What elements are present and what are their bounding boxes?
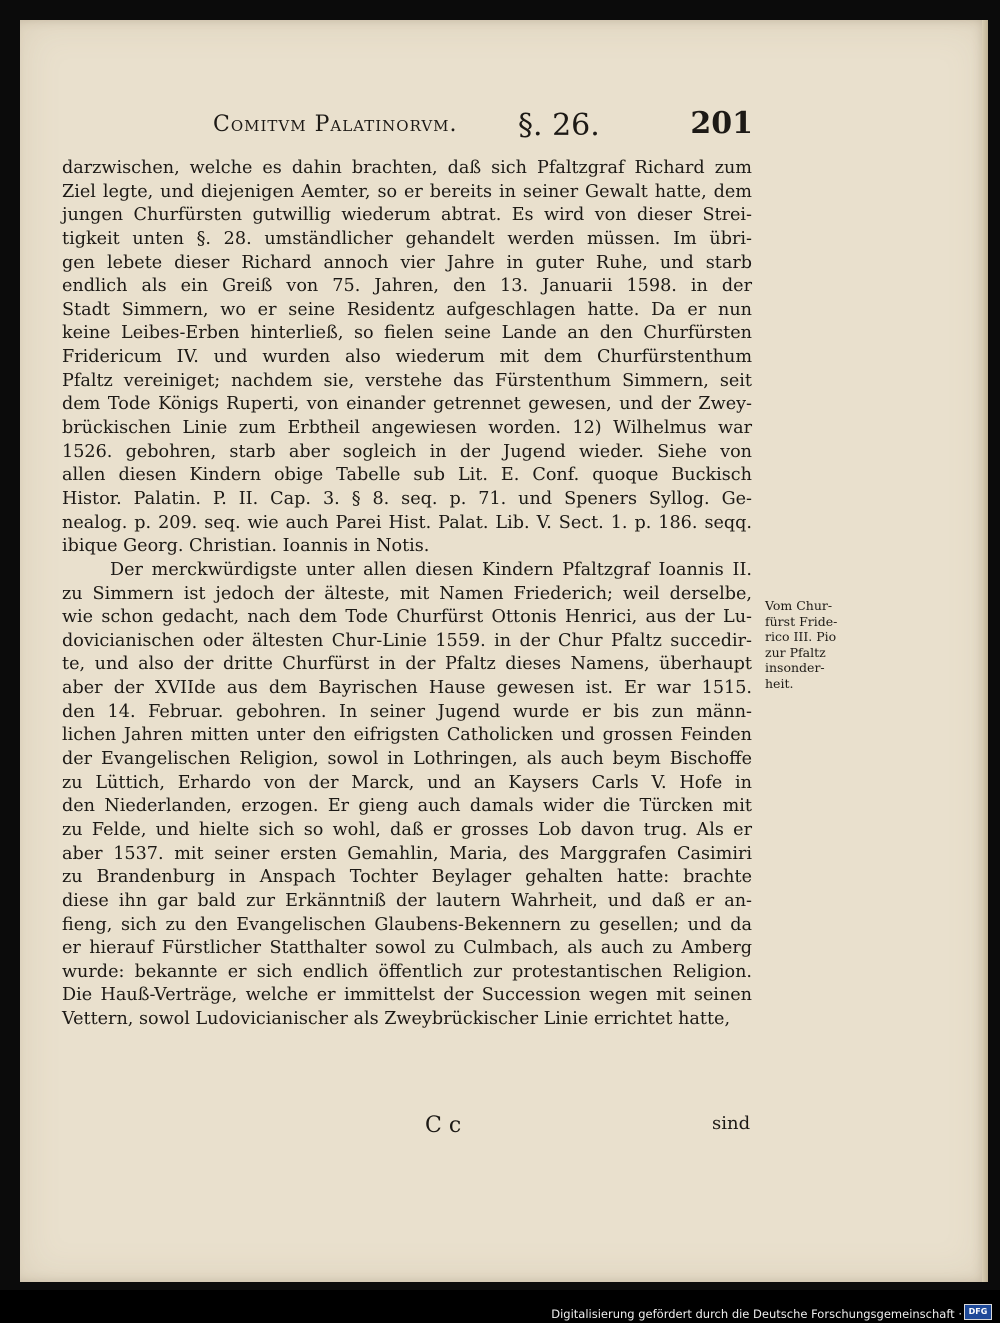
margin-note-line: heit.: [765, 675, 794, 691]
text-line: zu Simmern ist jedoch der älteste, mit Namen Friederich; weil derselbe,: [62, 583, 752, 604]
header-title: Comitvm Palatinorvm.: [213, 112, 458, 137]
attribution-text: Digitalisierung gefördert durch die Deutsche Forschungsgemeinschaft ·: [551, 1307, 962, 1321]
text-line: den Niederlanden, erzogen. Er gieng auch damals wider die Türcken mit: [62, 796, 752, 817]
text-line: aber der XVIIde aus dem Bayrischen Hause gewesen ist. Er war 1515.: [62, 678, 752, 699]
text-line: darzwischen, welche es dahin brachten, daß sich Pfaltzgraf Richard zum: [62, 158, 752, 178]
running-header: [213, 106, 753, 146]
text-line: tigkeit unten §. 28. umständlicher gehandelt werden müssen. Im übri-: [62, 228, 752, 249]
text-line: ibique Georg. Christian. Ioannis in Notis.: [62, 536, 430, 557]
margin-note-line: insonder-: [765, 660, 825, 675]
page-edge: [982, 20, 988, 1282]
text-line: gen lebete dieser Richard annoch vier Jahre in guter Ruhe, und starb: [62, 252, 752, 273]
text-line: er hierauf Fürstlicher Statthalter sowol zu Culmbach, als auch zu Amberg: [62, 938, 752, 959]
margin-note: [765, 598, 855, 691]
page-number: 201: [690, 106, 753, 141]
text-line: nealog. p. 209. seq. wie auch Parei Hist. Palat. Lib. V. Sect. 1. p. 186. seqq.: [62, 512, 752, 533]
text-line: zu Felde, und hielte sich so wohl, daß er grosses Lob davon trug. Als er: [62, 819, 752, 840]
text-line: zu Brandenburg in Anspach Tochter Beylager gehalten hatte: brachte: [62, 867, 752, 888]
signature-mark: C c: [425, 1113, 462, 1138]
text-line: fieng, sich zu den Evangelischen Glaubens-Bekennern zu gesellen; und da: [62, 914, 752, 935]
text-line: Vettern, sowol Ludovicianischer als Zweybrückischer Linie errichtet hatte,: [62, 1009, 731, 1030]
text-line: jungen Churfürsten gutwillig wiederum abtrat. Es wird von dieser Strei-: [62, 205, 752, 226]
dfg-logo: DFG: [964, 1304, 992, 1320]
text-line: lichen Jahren mitten unter den eifrigsten Catholicken und grossen Feinden: [62, 725, 752, 746]
body-text: [62, 157, 752, 1032]
text-line: endlich als ein Greiß von 75. Jahren, den 13. Januarii 1598. in der: [62, 276, 752, 297]
margin-note-line: rico III. Pio: [765, 629, 837, 644]
text-line: zu Lüttich, Erhardo von der Marck, und an Kaysers Carls V. Hofe in: [62, 772, 752, 793]
catchword: sind: [712, 1113, 751, 1134]
text-line: dem Tode Königs Ruperti, von einander getrennet gewesen, und der Zwey-: [62, 394, 752, 415]
text-line: 1526. gebohren, starb aber sogleich in der Jugend wieder. Siehe von: [62, 441, 752, 462]
text-line: wurde: bekannte er sich endlich öffentlich zur protestantischen Religion.: [62, 961, 752, 982]
text-line: Fridericum IV. und wurden also wiederum mit dem Churfürstenthum: [62, 347, 752, 368]
text-line: Die Hauß-Verträge, welche er immittelst der Succession wegen mit seinen: [62, 985, 752, 1006]
text-line: der Evangelischen Religion, sowol in Lothringen, als auch beym Bischoffe: [62, 749, 752, 770]
text-line: Histor. Palatin. P. II. Cap. 3. § 8. seq. p. 71. und Speners Syllog. Ge-: [62, 488, 752, 509]
text-line: allen diesen Kindern obige Tabelle sub Lit. E. Conf. quoque Buckisch: [62, 465, 752, 486]
header-section: §. 26.: [518, 108, 600, 143]
text-line: den 14. Februar. gebohren. In seiner Jugend wurde er bis zun männ-: [62, 701, 752, 722]
text-line: diese ihn gar bald zur Erkänntniß der lautern Wahrheit, und daß er an-: [62, 890, 752, 911]
margin-note-line: fürst Fride-: [765, 613, 838, 629]
text-line: Pfaltz vereiniget; nachdem sie, verstehe das Fürstenthum Simmern, seit: [62, 370, 752, 391]
text-line: aber 1537. mit seiner ersten Gemahlin, Maria, des Marggrafen Casimiri: [62, 843, 752, 864]
margin-note-line: zur Pfaltz: [765, 644, 826, 660]
text-line: te, und also der dritte Churfürst in der Pfaltz dieses Namens, überhaupt: [62, 654, 752, 675]
text-line: Ziel legte, und diejenigen Aemter, so er bereits in seiner Gewalt hatte, dem: [62, 181, 752, 202]
text-line: wie schon gedacht, nach dem Tode Churfürst Ottonis Henrici, aus der Lu-: [62, 607, 752, 628]
text-line: Der merckwürdigste unter allen diesen Kindern Pfaltzgraf Ioannis II.: [110, 559, 752, 580]
text-line: brückischen Linie zum Erbtheil angewiesen worden. 12) Wilhelmus war: [62, 418, 752, 439]
margin-note-line: Vom Chur-: [765, 598, 833, 613]
text-line: dovicianischen oder ältesten Chur-Linie 1559. in der Chur Pfaltz succedir-: [62, 630, 752, 651]
text-line: Stadt Simmern, wo er seine Residentz aufgeschlagen hatte. Da er nun: [62, 299, 752, 320]
text-line: keine Leibes-Erben hinterließ, so fielen seine Lande an den Churfürsten: [62, 323, 752, 344]
